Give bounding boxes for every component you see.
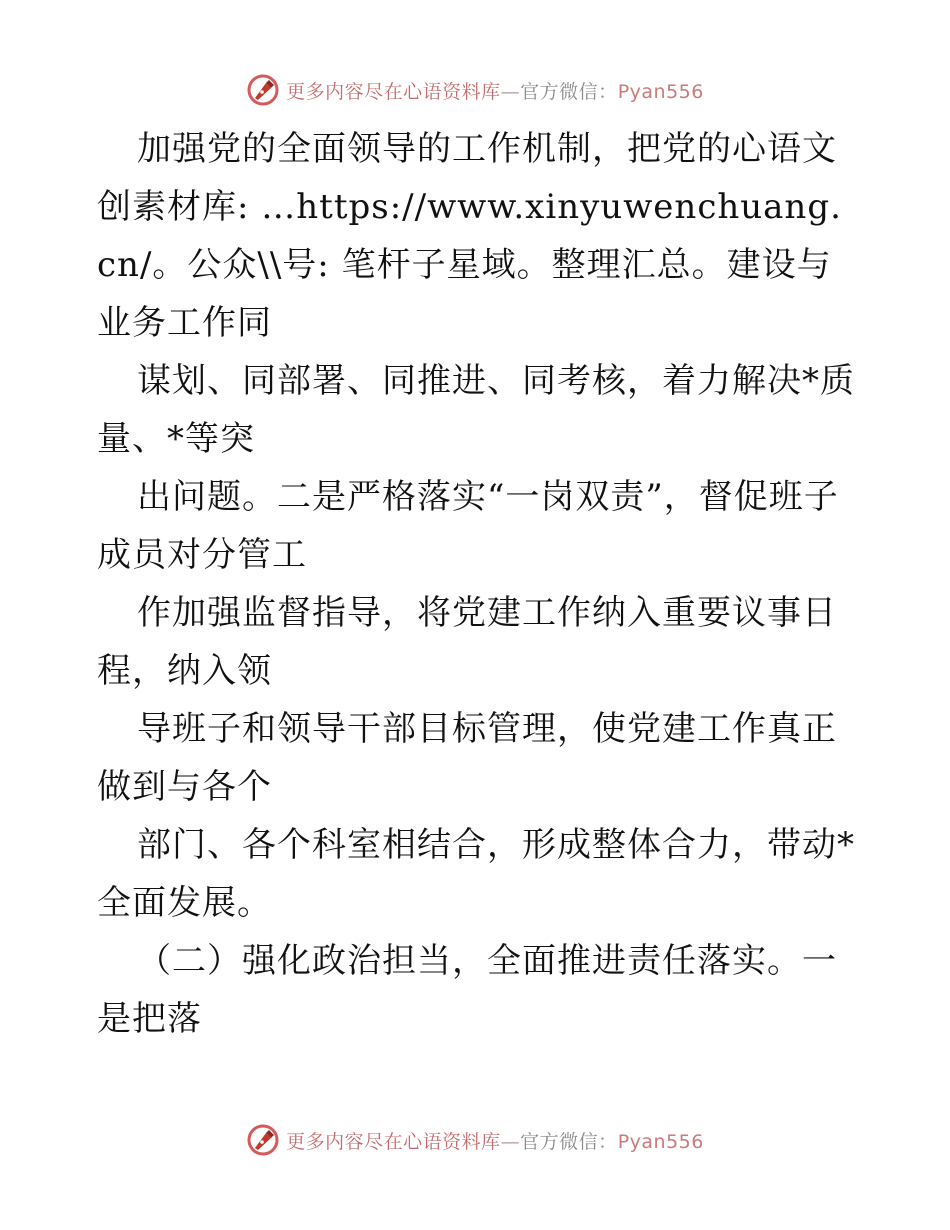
paragraph: 加强党的全面领导的工作机制，把党的心语文创素材库: …https://www.xinyuwenchuang.cn/。公众\\号: 笔杆子星域。整理汇总。建设与业务工作同 (97, 129, 842, 343)
footer-separator: — (500, 1130, 521, 1153)
paragraph: 谋划、同部署、同推进、同考核，着力解决*质量、*等突 (97, 361, 855, 459)
header-wechat-id: Pyan556 (617, 80, 704, 103)
paragraph: 作加强监督指导，将党建工作纳入重要议事日程，纳入领 (97, 593, 837, 691)
paragraph: 出问题。二是严格落实“一岗双责”，督促班子成员对分管工 (97, 477, 839, 575)
pen-nib-logo-icon (246, 1123, 280, 1157)
footer-site-name: 更多内容尽在心语资料库 (286, 1130, 501, 1153)
header-watermark-text (286, 77, 704, 104)
footer-wechat-id: Pyan556 (617, 1130, 704, 1153)
header-watermark (0, 70, 950, 110)
header-site-name: 更多内容尽在心语资料库 (286, 80, 501, 103)
header-official-label: 官方微信： (520, 80, 618, 103)
pen-nib-logo-icon (246, 73, 280, 107)
footer-watermark (0, 1120, 950, 1160)
paragraph: 导班子和领导干部目标管理，使党建工作真正做到与各个 (97, 709, 837, 807)
paragraph: 部门、各个科室相结合，形成整体合力，带动*全面发展。 (97, 825, 855, 923)
document-body (97, 120, 857, 1048)
footer-watermark-text (286, 1127, 704, 1154)
paragraph: （二）强化政治担当，全面推进责任落实。一是把落 (97, 941, 837, 1039)
footer-official-label: 官方微信： (520, 1130, 618, 1153)
header-separator: — (500, 80, 521, 103)
